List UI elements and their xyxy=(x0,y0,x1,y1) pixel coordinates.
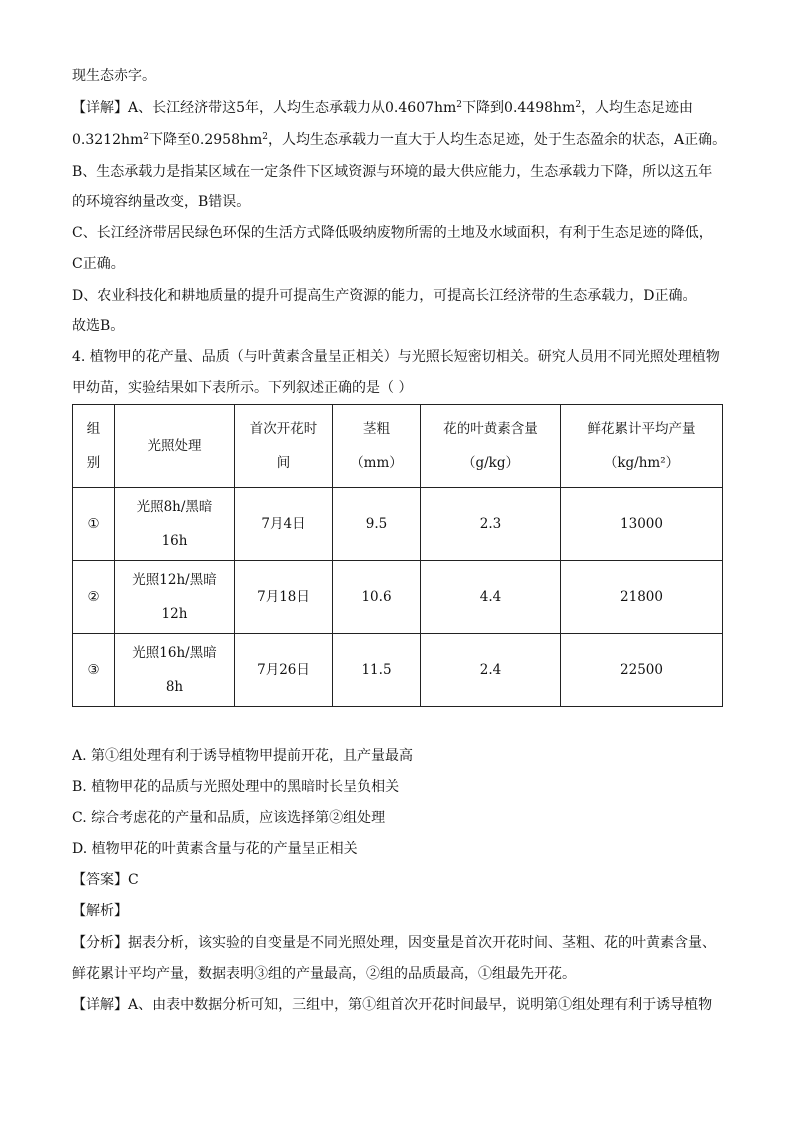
text-line: C正确。 xyxy=(72,256,125,272)
text-line: C、长江经济带居民绿色环保的生活方式降低吸纳废物所需的土地及水域面积，有利于生态足迹的降低， xyxy=(72,225,713,241)
text-line: 现生态赤字。 xyxy=(72,68,156,84)
superscript: 2 xyxy=(456,100,463,110)
cell-yield: 21800 xyxy=(561,561,723,634)
table-row xyxy=(73,634,723,707)
text-line xyxy=(72,130,726,150)
analysis-text: 【详解】A、由表中数据分析可知，三组中，第①组首次开花时间最早，说明第①组处理有利于诱导植物 xyxy=(72,997,713,1013)
text-line: D、农业科技化和耕地质量的提升可提高生产资源的能力，可提高长江经济带的生态承载力，D正确。 xyxy=(72,288,697,304)
cell-first: 7月18日 xyxy=(235,561,333,634)
text-segment: ，人均生态足迹由 xyxy=(581,100,694,116)
cell-group: ③ xyxy=(73,634,115,707)
text-segment: ，人均生态承载力一直大于人均生态足迹，处于生态盈余的状态，A正确。 xyxy=(268,132,727,148)
table-row xyxy=(73,488,723,561)
analysis-text: 【分析】据表分析，该实验的自变量是不同光照处理，因变量是首次开花时间、茎粗、花的叶黄素含量、 xyxy=(72,935,716,951)
text-segment: 下降至0.2958hm xyxy=(149,132,263,148)
cell-stem: 9.5 xyxy=(333,488,421,561)
cell-stem: 11.5 xyxy=(333,634,421,707)
text-line xyxy=(72,98,693,118)
header-stem: 茎粗 （mm） xyxy=(333,405,421,488)
question-text: 4. 植物甲的花产量、品质（与叶黄素含量呈正相关）与光照长短密切相关。研究人员用不同光照处理植物 xyxy=(72,349,720,365)
cell-light: 光照16h/黑暗 8h xyxy=(115,634,235,707)
analysis-text: 鲜花累计平均产量，数据表明③组的产量最高，②组的品质最高，①组最先开花。 xyxy=(72,966,576,982)
table-header-row xyxy=(73,405,723,488)
analysis-label: 【解析】 xyxy=(72,903,128,919)
cell-light: 光照8h/黑暗 16h xyxy=(115,488,235,561)
cell-group: ① xyxy=(73,488,115,561)
text-segment: 【详解】A、长江经济带这5年，人均生态承载力从0.4607hm xyxy=(72,100,457,116)
cell-yield: 13000 xyxy=(561,488,723,561)
superscript: 2 xyxy=(575,100,582,110)
text-line: 故选B。 xyxy=(72,318,125,334)
option-c: C. 综合考虑花的产量和品质，应该选择第②组处理 xyxy=(72,810,386,826)
cell-light: 光照12h/黑暗 12h xyxy=(115,561,235,634)
text-line: B、生态承载力是指某区域在一定条件下区域资源与环境的最大供应能力，生态承载力下降，所以这五年 xyxy=(72,164,713,180)
question-text: 甲幼苗，实验结果如下表所示。下列叙述正确的是（ ） xyxy=(72,380,413,396)
cell-lutein: 2.4 xyxy=(421,634,561,707)
text-segment: 0.3212hm xyxy=(72,132,144,148)
header-light: 光照处理 xyxy=(115,405,235,488)
option-a: A. 第①组处理有利于诱导植物甲提前开花，且产量最高 xyxy=(72,748,414,764)
results-table xyxy=(72,404,723,707)
cell-first: 7月26日 xyxy=(235,634,333,707)
header-group: 组 别 xyxy=(73,405,115,488)
header-lutein: 花的叶黄素含量 （g/kg） xyxy=(421,405,561,488)
superscript: 2 xyxy=(143,132,150,142)
superscript: 2 xyxy=(262,132,269,142)
cell-lutein: 4.4 xyxy=(421,561,561,634)
cell-first: 7月4日 xyxy=(235,488,333,561)
cell-lutein: 2.3 xyxy=(421,488,561,561)
answer-label: 【答案】 xyxy=(72,872,128,888)
option-b: B. 植物甲花的品质与光照处理中的黑暗时长呈负相关 xyxy=(72,779,400,795)
cell-group: ② xyxy=(73,561,115,634)
text-segment: 下降到0.4498hm xyxy=(462,100,576,116)
header-first-flowering: 首次开花时 间 xyxy=(235,405,333,488)
cell-stem: 10.6 xyxy=(333,561,421,634)
table-row xyxy=(73,561,723,634)
option-d: D. 植物甲花的叶黄素含量与花的产量呈正相关 xyxy=(72,841,358,857)
cell-yield: 22500 xyxy=(561,634,723,707)
answer-value: C xyxy=(128,872,139,888)
text-line: 的环境容纳量改变，B错误。 xyxy=(72,194,251,210)
header-yield: 鲜花累计平均产量 （kg/hm²） xyxy=(561,405,723,488)
answer-line xyxy=(72,870,139,890)
